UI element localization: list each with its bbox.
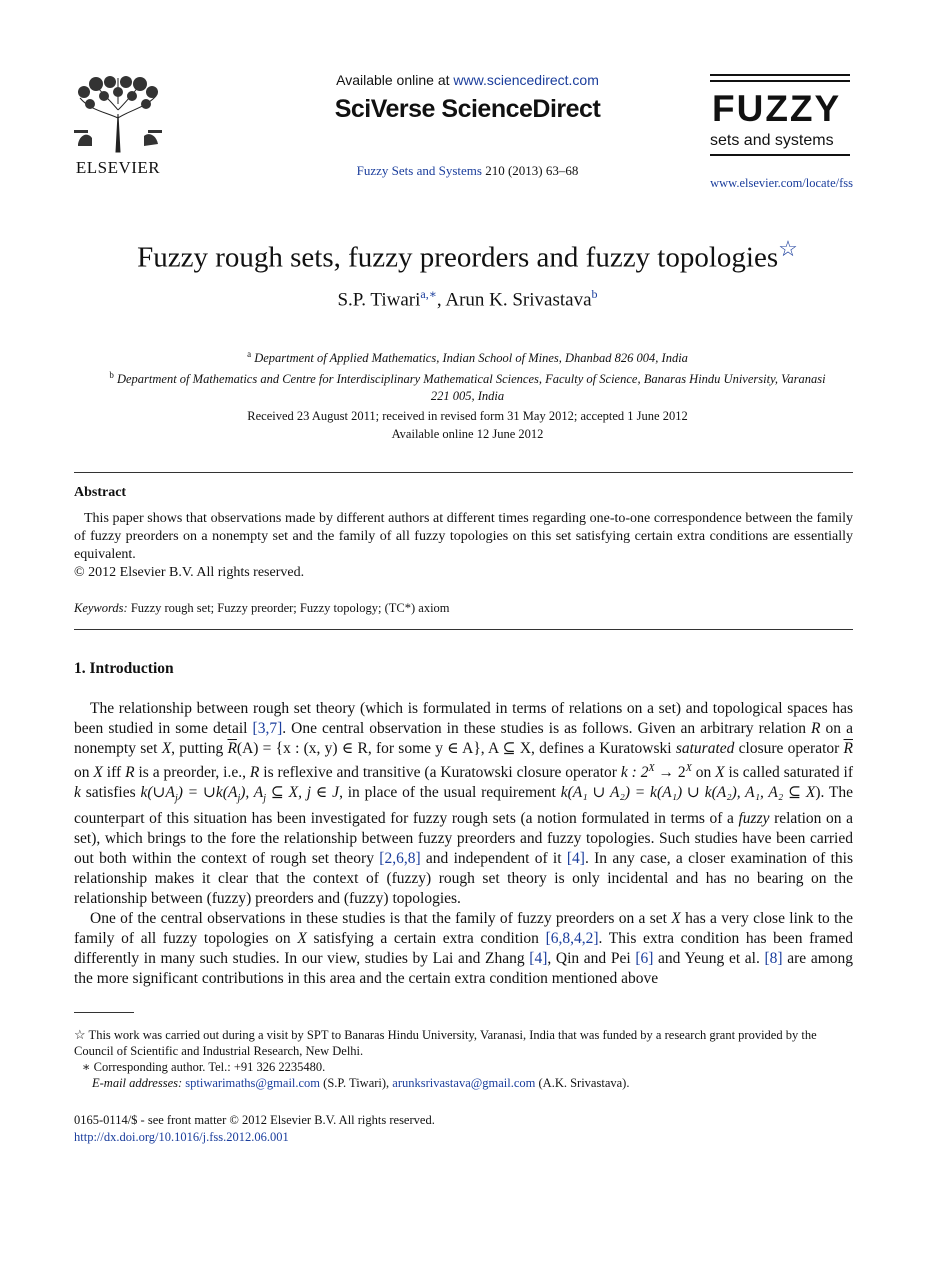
p1-text: closure operator xyxy=(734,740,844,757)
p1-text: on xyxy=(691,764,716,782)
author-separator: , xyxy=(436,289,446,311)
math-var: X xyxy=(161,740,172,757)
issn-line: 0165-0114/$ - see front matter © 2012 Elsevier B.V. All rights reserved. xyxy=(74,1113,435,1127)
publisher-logo-text: ELSEVIER xyxy=(75,158,161,177)
math-sup: X xyxy=(685,763,692,774)
email-link-tiwari[interactable]: sptiwarimaths@gmail.com xyxy=(185,1076,321,1090)
p2-text: , Qin and Pei xyxy=(547,950,636,968)
p1-text: is reflexive and transitive (a Kuratowski closure operator xyxy=(259,764,621,782)
email-label: E-mail addresses: xyxy=(92,1076,183,1090)
math-sub: j xyxy=(174,793,178,805)
footnote-emails xyxy=(74,1075,853,1091)
article-title xyxy=(0,236,935,275)
math-expression: → 2 xyxy=(654,764,686,782)
divider-top xyxy=(74,472,853,473)
p2-text: are among the more significant contributions in this area and the certain extra condition mentioned above xyxy=(74,950,854,988)
email-name-2: (A.K. Srivastava). xyxy=(535,1076,630,1090)
p2-text: and Yeung et al. xyxy=(653,950,765,968)
journal-logo-subtitle: sets and systems xyxy=(710,132,834,149)
math-var: X xyxy=(93,764,103,782)
logo-rule-second xyxy=(710,80,850,82)
abstract-heading: Abstract xyxy=(74,485,127,500)
keywords-text: Fuzzy rough set; Fuzzy preorder; Fuzzy topology; (TC*) axiom xyxy=(127,601,450,615)
p2-text: . This extra condition has been framed differently in many such studies. In our view, studies by Lai and Zhang xyxy=(74,930,853,968)
journal-name-link[interactable]: Fuzzy Sets and Systems xyxy=(356,163,482,178)
footnote-corresponding xyxy=(74,1059,853,1075)
author-2-affil-link[interactable]: b xyxy=(591,287,598,301)
math-expression: k : 2 xyxy=(620,764,649,782)
math-expression: ) = ∪k(A xyxy=(177,784,238,802)
math-var: $\overline{R}$ xyxy=(227,740,237,757)
journal-volume: 210 (2013) 63–68 xyxy=(481,163,579,178)
footnote-corr-text: Corresponding author. Tel.: +91 326 2235480. xyxy=(90,1060,326,1074)
p1-text: , in place of the usual requirement xyxy=(339,784,561,802)
citation-link[interactable]: [6,8,4,2] xyxy=(545,930,599,948)
author-1: S.P. Tiwari xyxy=(337,289,421,311)
affiliation-b xyxy=(100,367,835,405)
citation-link[interactable]: [2,6,8] xyxy=(379,850,421,868)
available-online-date: Available online 12 June 2012 xyxy=(391,427,544,441)
math-sub: j xyxy=(263,793,267,805)
math-expression: k(A₁ ∪ A₂) = k(A₁) ∪ k(A₂), A₁, A₂ ⊆ X xyxy=(560,784,816,802)
affiliations xyxy=(100,346,835,405)
p1-text: relation on a set), which brings to the fore the relationship between fuzzy preorders and fuzzy topologies. Such studies have been carried out both within the context of rough set theory xyxy=(74,810,853,868)
p2-text: has a very close link to the family of all fuzzy topologies on xyxy=(74,910,853,948)
available-prefix: Available online at xyxy=(336,72,454,88)
p1-text: , putting xyxy=(171,740,228,757)
p1-text: on xyxy=(74,764,94,782)
affiliation-a xyxy=(100,346,835,367)
math-var: k xyxy=(74,784,81,802)
intro-paragraph-2 xyxy=(74,909,853,989)
introduction-body xyxy=(74,699,853,989)
section-heading-introduction: 1. Introduction xyxy=(74,660,174,677)
footnote-funding xyxy=(74,1027,853,1059)
affil-a-text: Department of Applied Mathematics, Indian School of Mines, Dhanbad 826 004, India xyxy=(254,351,688,366)
doi-link[interactable]: http://dx.doi.org/10.1016/j.fss.2012.06.001 xyxy=(74,1130,289,1144)
author-1-affil-link[interactable]: a,∗ xyxy=(420,287,437,301)
footnote-funding-text: This work was carried out during a visit by SPT to Banaras Hindu University, Varanasi, India that was funded by a research grant provided by the Council of Scientific and Industrial Research, New Delhi. xyxy=(74,1028,817,1058)
math-var: R xyxy=(811,720,821,737)
math-var: X xyxy=(297,930,307,948)
p1-text: . In any case, a closer examination of this relationship makes it clear that the context of (fuzzy) rough set theory is only incidental and has no bearing on the relationship between (fuzzy) preorders and (fuzzy) topologies. xyxy=(74,850,853,908)
journal-logo xyxy=(708,74,853,152)
footnote-star-mark: ☆ xyxy=(74,1027,86,1042)
title-text: Fuzzy rough sets, fuzzy preorders and fuzzy topologies xyxy=(137,241,779,274)
p1-text: , defines a Kuratowski xyxy=(531,740,676,757)
p1-text: The relationship between rough set theory (which is formulated in terms of relations on a set) and topological spaces has been studied in some detail xyxy=(74,700,853,737)
footnote-rule xyxy=(74,1012,134,1013)
journal-homepage-link[interactable]: www.elsevier.com/locate/fss xyxy=(710,176,853,190)
math-expression: k(∪A xyxy=(140,784,175,802)
math-sub: j xyxy=(237,793,241,805)
abstract-body xyxy=(74,510,853,582)
email-link-srivastava[interactable]: arunksrivastava@gmail.com xyxy=(392,1076,536,1090)
p1-text: on a nonempty set xyxy=(74,720,853,757)
math-expression: ), A xyxy=(240,784,264,802)
citation-link[interactable]: [8] xyxy=(764,950,783,968)
math-expression: ⊆ X, j ∈ J xyxy=(266,784,340,802)
math-var: X xyxy=(671,910,681,928)
received-dates: Received 23 August 2011; received in revised form 31 May 2012; accepted 1 June 2012 xyxy=(247,409,688,423)
author-2: Arun K. Srivastava xyxy=(445,289,592,311)
logo-rule-bottom xyxy=(710,154,850,156)
p1-text: satisfies xyxy=(80,784,141,802)
p1-text: . One central observation in these studies is as follows. Given an arbitrary relation xyxy=(282,720,812,737)
logo-rule-top xyxy=(710,74,850,76)
p1-text: and independent of it xyxy=(420,850,567,868)
sciencedirect-link[interactable]: www.sciencedirect.com xyxy=(453,72,599,88)
p1-text: ). The counterpart of this situation has been investigated for fuzzy rough sets (a notion formulated in terms of a xyxy=(74,784,854,828)
keywords-label: Keywords: xyxy=(74,601,128,615)
citation-link[interactable]: [3,7] xyxy=(252,720,283,737)
citation-link[interactable]: [4] xyxy=(529,950,548,968)
emphasis-saturated: saturated xyxy=(675,740,735,757)
math-var: R xyxy=(125,764,135,782)
citation-link[interactable]: [6] xyxy=(635,950,654,968)
footnotes xyxy=(74,1027,853,1091)
math-var: $\overline{R}$ xyxy=(843,740,853,757)
p2-text: satisfying a certain extra condition xyxy=(306,930,546,948)
emphasis-fuzzy: fuzzy xyxy=(738,810,770,828)
intro-paragraph-1 xyxy=(74,699,853,909)
math-var: X xyxy=(715,764,725,782)
math-sup: X xyxy=(648,763,655,774)
affil-a-mark: a xyxy=(247,349,252,359)
abstract-text: This paper shows that observations made by different authors at different times regarding one-to-one correspondence between the family of fuzzy preorders on a nonempty set and the family of all fuzzy topologies on this set satisfying certain extra conditions are essentially equivalent. xyxy=(74,511,853,562)
math-var: R xyxy=(249,764,260,782)
keywords xyxy=(74,601,450,616)
citation-link[interactable]: [4] xyxy=(566,850,585,868)
abstract-copyright: © 2012 Elsevier B.V. All rights reserved. xyxy=(74,565,305,580)
footnote-corr-mark: ∗ xyxy=(82,1060,91,1074)
math-expression: (A) = {x : (x, y) ∈ R, for some y ∈ A}, A ⊆ X xyxy=(236,740,532,757)
author-list xyxy=(0,287,935,311)
p1-text: iff xyxy=(102,764,126,782)
title-footnote-star[interactable]: ☆ xyxy=(778,236,798,261)
platform-name: SciVerse ScienceDirect xyxy=(334,95,601,123)
journal-logo-word: FUZZY xyxy=(712,88,842,129)
article-history xyxy=(0,407,935,443)
p1-text: is called saturated if xyxy=(724,764,854,782)
issn-block xyxy=(74,1112,435,1146)
affil-b-mark: b xyxy=(109,370,114,381)
affil-b-text: Department of Mathematics and Centre for Interdisciplinary Mathematical Sciences, Faculty of Science, Banaras Hindu University, Varanasi 221 005, India xyxy=(116,372,826,404)
divider-bottom xyxy=(74,629,853,630)
p1-text: is a preorder, i.e., xyxy=(134,764,250,782)
email-name-1: (S.P. Tiwari), xyxy=(320,1076,393,1090)
p2-text: One of the central observations in these studies is that the family of fuzzy preorders on a set xyxy=(90,910,672,928)
